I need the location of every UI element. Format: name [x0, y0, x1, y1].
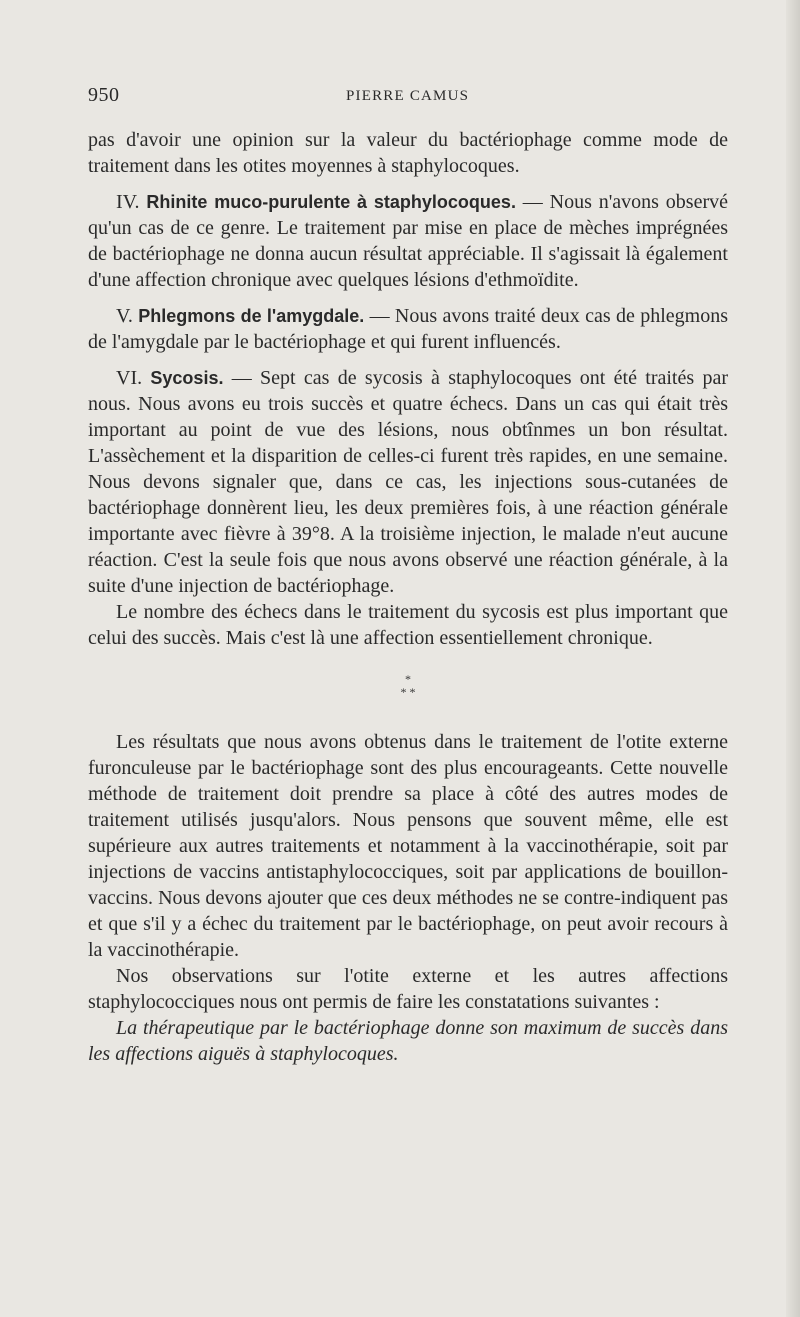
asterism-bottom: * *: [400, 685, 416, 699]
paragraph-text: pas d'avoir une opinion sur la valeur du bactériophage comme mode de traitement dans les otites moyennes à staphylocoques.: [88, 129, 728, 177]
asterism-top: *: [405, 672, 411, 686]
page-edge-shadow: [786, 0, 800, 1317]
section-sycosis: [88, 365, 728, 599]
running-head: PIERRE CAMUS: [346, 88, 470, 104]
paragraph-text: Nos observations sur l'otite externe et les autres affections staphylococciques nous ont permis de faire les constatations suivantes :: [88, 965, 728, 1013]
paragraph-text: La thérapeutique par le bactériophage donne son maximum de succès dans les affections aiguës à staphylocoques.: [88, 1017, 728, 1065]
section-number: VI.: [116, 367, 151, 389]
section-rhinite: [88, 189, 728, 293]
section-separator-asterism: [88, 673, 728, 699]
page-number: 950: [88, 84, 120, 106]
section-number: IV.: [116, 191, 147, 213]
paragraph-text: Les résultats que nous avons obtenus dans le traitement de l'otite externe furonculeuse par le bactériophage sont des plus encourageants. Cette nouvelle méthode de traitement doit prendre sa place à côté des autres modes de traitement utilisés jusqu'alors. Nous pensons que souvent même, elle est supérieure aux autres traitements et notamment à la vaccinothérapie, soit par injections de vaccins antistaphylococciques, soit par applications de bouillon-vaccins. Nous devons ajouter que ces deux méthodes ne se contre-indiquent pas et que s'il y a échec du traitement par le bactériophage, on peut avoir recours à la vaccinothérapie.: [88, 731, 728, 961]
paragraph-observations: [88, 963, 728, 1015]
page-header: [88, 84, 728, 112]
paragraph-conclusion-results: [88, 729, 728, 963]
section-text: — Sept cas de sycosis à staphylocoques ont été traités par nous. Nous avons eu trois succès et quatre échecs. Dans un cas qui était très important au point de vue des lésions, nous obtînmes un bon résultat. L'assèchement et la disparition de celles-ci furent très rapides, en une semaine. Nous devons signaler que, dans ce cas, les injections sous-cutanées de bactériophage donnèrent lieu, les deux premières fois, à une réaction générale importante avec fièvre à 39°8. A la troisième injection, le malade n'eut aucune réaction. C'est la seule fois que nous avons observé une réaction générale, à la suite d'une injection de bactériophage.: [88, 367, 728, 597]
paragraph-conclusion-italic: [88, 1015, 728, 1067]
section-phlegmons: [88, 303, 728, 355]
section-title: Rhinite muco-purulente à staphylocoques.: [146, 192, 516, 212]
section-title: Phlegmons de l'amygdale.: [138, 306, 365, 326]
section-text: — Nous avons traité deux cas de phlegmons de l'amygdale par le bactériophage et qui furent influencés.: [88, 305, 729, 353]
body-text: [88, 127, 728, 1077]
section-text: — Nous n'avons observé qu'un cas de ce genre. Le traitement par mise en place de mèches imprégnées de bactériophage ne donna aucun résultat appréciable. Il s'agissait là également d'une affection chronique avec quelques lésions d'ethmoïdite.: [88, 191, 729, 291]
paragraph-sycosis-continued: [88, 599, 728, 651]
section-number: V.: [116, 305, 139, 327]
section-title: Sycosis.: [150, 368, 224, 388]
paragraph-otites-moyennes: [88, 127, 728, 179]
paragraph-text: Le nombre des échecs dans le traitement du sycosis est plus important que celui des succès. Mais c'est là une affection essentiellement chronique.: [88, 601, 728, 649]
